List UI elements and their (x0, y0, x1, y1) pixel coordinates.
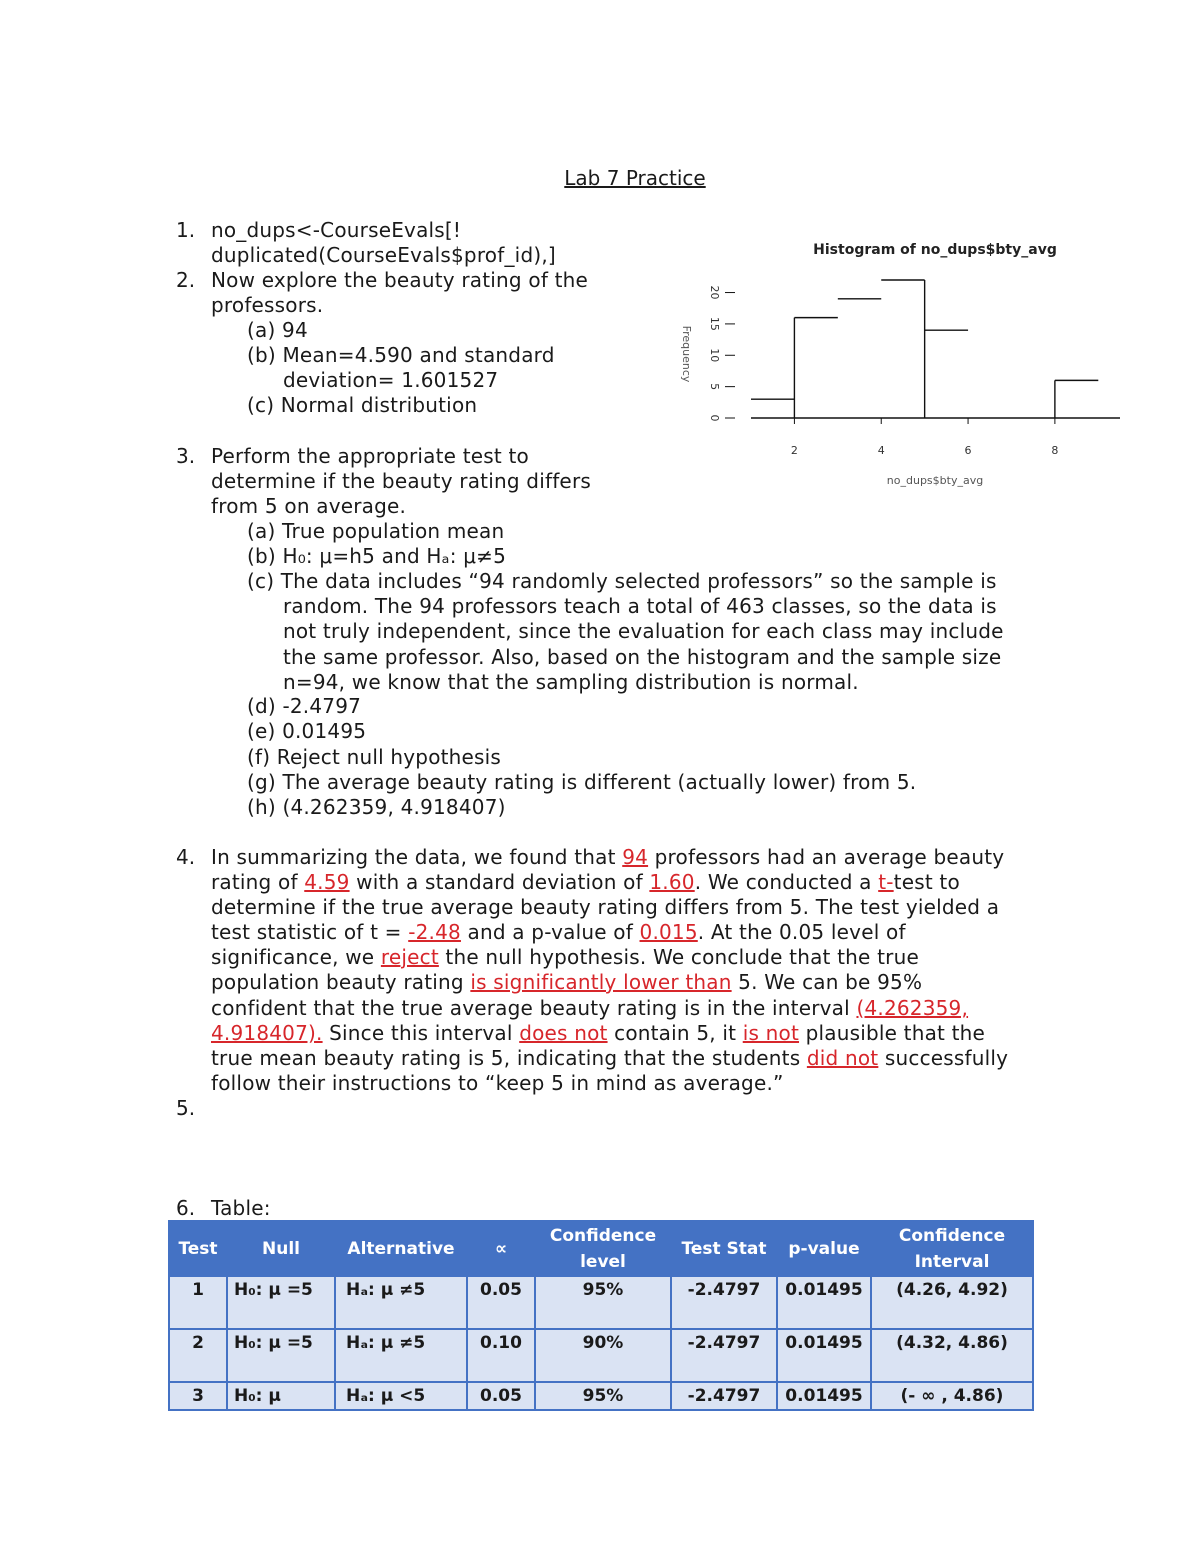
answer-blank: does not (519, 1021, 608, 1045)
text-run: Since this interval (322, 1021, 520, 1045)
header-null: Null (227, 1221, 335, 1276)
document-title: Lab 7 Practice (564, 166, 706, 190)
item-4-number: 4. (176, 845, 196, 869)
item-4-line-5 (211, 945, 919, 970)
item-1-line-1: no_dups<-CourseEvals[! (211, 218, 462, 242)
cell-confidence-interval: (4.32, 4.86) (871, 1329, 1033, 1382)
text-run: successfully (878, 1046, 1009, 1070)
item-3-c-4: the same professor. Also, based on the histogram and the sample size (283, 645, 1002, 669)
item-2-a: (a) 94 (247, 318, 308, 342)
item-4-line-7 (211, 996, 968, 1021)
answer-blank: 4.59 (304, 870, 350, 894)
cell-p-value: 0.01495 (777, 1382, 871, 1410)
item-3-e: (e) 0.01495 (247, 719, 367, 743)
header-alpha: ∝ (467, 1221, 535, 1276)
text-run: contain 5, it (607, 1021, 743, 1045)
item-4-line-2 (211, 870, 960, 895)
table-row (169, 1276, 1033, 1329)
text-run: professors had an average beauty (648, 845, 1005, 869)
item-3-a: (a) True population mean (247, 519, 505, 543)
header-confidence-level: Confidence level (535, 1221, 671, 1276)
item-4-line-8 (211, 1021, 985, 1046)
text-run: test to (893, 870, 960, 894)
answer-blank: 0.015 (639, 920, 698, 944)
text-run: . At the 0.05 level of (697, 920, 906, 944)
text-run: and a p-value of (460, 920, 640, 944)
x-tick-label: 6 (964, 444, 972, 457)
text-run: rating of (211, 870, 305, 894)
cell-alpha: 0.10 (467, 1329, 535, 1382)
item-2-number: 2. (176, 268, 196, 292)
item-2-line-1: Now explore the beauty rating of the (211, 268, 589, 292)
item-2-b-2: deviation= 1.601527 (283, 368, 499, 392)
header-alternative: Alternative (335, 1221, 467, 1276)
y-tick-label: 10 (708, 348, 721, 363)
item-4-line-4 (211, 920, 906, 945)
cell-test: 2 (169, 1329, 227, 1382)
item-4-line-1 (211, 845, 1004, 870)
chart-ylabel: Frequency (680, 325, 693, 383)
item-3-f: (f) Reject null hypothesis (247, 745, 502, 769)
text-run: . We conducted a (694, 870, 879, 894)
results-table (168, 1220, 1034, 1411)
header-test-stat: Test Stat (671, 1221, 777, 1276)
cell-confidence-level: 90% (535, 1329, 671, 1382)
item-5-number: 5. (176, 1096, 196, 1120)
chart-title: Histogram of no_dups$bty_avg (813, 242, 1057, 258)
cell-confidence-interval: (- ∞ , 4.86) (871, 1382, 1033, 1410)
item-3-c-3: not truly independent, since the evaluation for each class may include (283, 619, 1004, 643)
x-tick-label: 2 (790, 444, 798, 457)
item-3-c-2: random. The 94 professors teach a total of 463 classes, so the data is (283, 594, 997, 618)
answer-blank: 94 (622, 845, 649, 869)
item-3-d: (d) -2.4797 (247, 694, 362, 718)
item-6-number: 6. (176, 1196, 196, 1220)
item-4-line-6 (211, 970, 922, 995)
text-run: significance, we (211, 945, 381, 969)
item-2-b-1: (b) Mean=4.590 and standard (247, 343, 555, 367)
item-4-line-9 (211, 1046, 1008, 1071)
cell-confidence-level: 95% (535, 1382, 671, 1410)
text-run: the null hypothesis. We conclude that the true (438, 945, 919, 969)
answer-blank: is not (742, 1021, 800, 1045)
table-row (169, 1382, 1033, 1410)
y-tick-label: 15 (708, 316, 721, 331)
item-6-label: Table: (211, 1196, 271, 1220)
item-4-line-3: determine if the true average beauty rating differs from 5. The test yielded a (211, 895, 1000, 919)
cell-confidence-level: 95% (535, 1276, 671, 1329)
text-run: true mean beauty rating is 5, indicating that the students (211, 1046, 807, 1070)
header-confidence-interval: Confidence Interval (871, 1221, 1033, 1276)
cell-p-value: 0.01495 (777, 1329, 871, 1382)
cell-alpha: 0.05 (467, 1276, 535, 1329)
answer-blank: is significantly lower than (470, 970, 732, 994)
x-tick-label: 4 (877, 444, 885, 457)
answer-blank: 1.60 (649, 870, 695, 894)
answer-blank: (4.262359, (856, 996, 969, 1020)
x-tick-label: 8 (1051, 444, 1059, 457)
item-3-b: (b) H₀: μ=h5 and Hₐ: μ≠5 (247, 544, 507, 568)
cell-test-stat: -2.4797 (671, 1329, 777, 1382)
item-3-line-3: from 5 on average. (211, 494, 407, 518)
answer-blank: did not (806, 1046, 879, 1070)
text-run: with a standard deviation of (349, 870, 650, 894)
item-1-line-2: duplicated(CourseEvals$prof_id),] (211, 243, 556, 267)
answer-blank: -2.48 (408, 920, 461, 944)
item-1-number: 1. (176, 218, 196, 242)
y-tick-label: 20 (708, 285, 721, 300)
item-2-line-2: professors. (211, 293, 324, 317)
item-3-line-1: Perform the appropriate test to (211, 444, 529, 468)
item-3-line-2: determine if the beauty rating differs (211, 469, 591, 493)
text-run: population beauty rating (211, 970, 471, 994)
item-2-c: (c) Normal distribution (247, 393, 478, 417)
y-tick-label: 0 (708, 414, 721, 422)
header-p-value: p-value (777, 1221, 871, 1276)
cell-p-value: 0.01495 (777, 1276, 871, 1329)
text-run: In summarizing the data, we found that (211, 845, 623, 869)
table-header-row (169, 1221, 1033, 1276)
cell-alpha: 0.05 (467, 1382, 535, 1410)
cell-null: H₀: μ =5 (227, 1276, 335, 1329)
cell-alternative: Hₐ: μ ≠5 (335, 1276, 467, 1329)
chart-xlabel: no_dups$bty_avg (886, 474, 984, 487)
cell-test: 1 (169, 1276, 227, 1329)
cell-alternative: Hₐ: μ <5 (335, 1382, 467, 1410)
cell-alternative: Hₐ: μ ≠5 (335, 1329, 467, 1382)
item-3-c-1: (c) The data includes “94 randomly selected professors” so the sample is (247, 569, 997, 593)
cell-null: H₀: μ =5 (227, 1329, 335, 1382)
text-run: test statistic of t = (211, 920, 409, 944)
item-4-line-10: follow their instructions to “keep 5 in mind as average.” (211, 1071, 784, 1095)
cell-test: 3 (169, 1382, 227, 1410)
item-3-g: (g) The average beauty rating is different (actually lower) from 5. (247, 770, 917, 794)
table-row (169, 1329, 1033, 1382)
answer-blank: t- (878, 870, 894, 894)
text-run: confident that the true average beauty rating is in the interval (211, 996, 857, 1020)
histogram-chart (665, 232, 1125, 494)
item-3-c-5: n=94, we know that the sampling distribution is normal. (283, 670, 859, 694)
cell-test-stat: -2.4797 (671, 1276, 777, 1329)
text-run: plausible that the (799, 1021, 986, 1045)
answer-blank: 4.918407). (211, 1021, 323, 1045)
y-tick-label: 5 (708, 383, 721, 391)
text-run: 5. We can be 95% (731, 970, 923, 994)
item-3-number: 3. (176, 444, 196, 468)
answer-blank: reject (380, 945, 439, 969)
cell-confidence-interval: (4.26, 4.92) (871, 1276, 1033, 1329)
cell-null: H₀: μ (227, 1382, 335, 1410)
cell-test-stat: -2.4797 (671, 1382, 777, 1410)
item-3-h: (h) (4.262359, 4.918407) (247, 795, 506, 819)
header-test: Test (169, 1221, 227, 1276)
